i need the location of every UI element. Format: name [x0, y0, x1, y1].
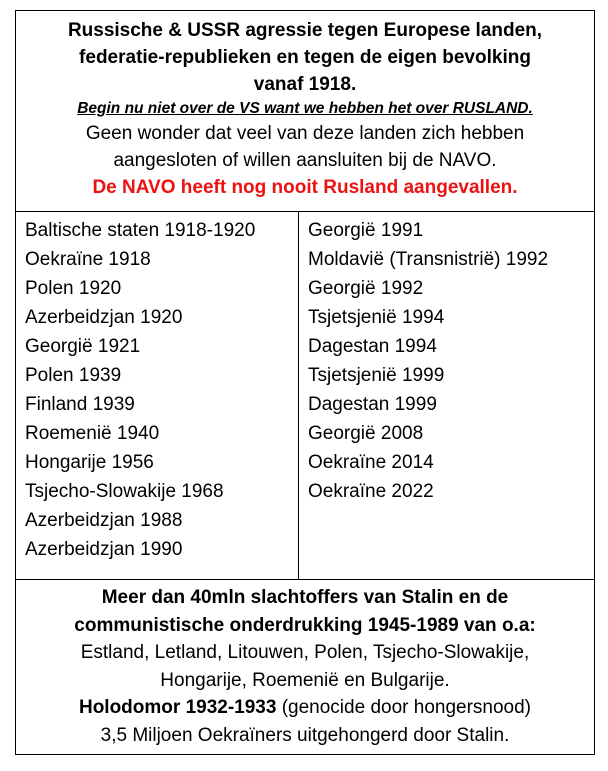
- events-table: [16, 211, 594, 580]
- countries-line-1: Estland, Letland, Litouwen, Polen, Tsjecho-Slowakije,: [80, 642, 530, 663]
- right-column-list: [308, 216, 593, 506]
- list-item: Oekraïne 1918: [25, 249, 151, 270]
- list-item: Dagestan 1994: [308, 336, 437, 357]
- list-item: Polen 1939: [25, 365, 122, 386]
- list-item: Georgië 1992: [308, 278, 424, 299]
- list-item: Moldavië (Transnistrië) 1992: [308, 249, 549, 270]
- footer-section: [16, 579, 594, 754]
- list-item: Georgië 1991: [308, 220, 424, 241]
- body-line-2: aangesloten of willen aansluiten bij de NAVO.: [113, 150, 497, 171]
- list-item: Georgië 2008: [308, 423, 424, 444]
- title-line-2: federatie-republieken en tegen de eigen bevolking: [79, 47, 531, 68]
- left-column-list: [25, 216, 295, 564]
- list-item: Hongarije 1956: [25, 452, 154, 473]
- list-item: Polen 1920: [25, 278, 122, 299]
- infographic-table: [15, 10, 595, 755]
- holodomor-description: (genocide door hongersnood): [276, 697, 532, 718]
- header-section: [16, 11, 594, 212]
- list-item: Tsjetsjenië 1999: [308, 365, 445, 386]
- list-item: Oekraïne 2014: [308, 452, 434, 473]
- title-line-3: vanaf 1918.: [253, 74, 357, 95]
- column-divider: [298, 211, 299, 579]
- title-line-1: Russische & USSR agressie tegen Europese landen,: [67, 20, 543, 41]
- footer-bold-line-1: Meer dan 40mln slachtoffers van Stalin en de: [101, 587, 509, 608]
- list-item: Baltische staten 1918-1920: [25, 220, 256, 241]
- footer-bold-line-2: communistische onderdrukking 1945-1989 van o.a:: [74, 614, 536, 636]
- list-item: Tsjecho-Slowakije 1968: [25, 481, 224, 502]
- list-item: Roemenië 1940: [25, 423, 160, 444]
- highlight-line: De NAVO heeft nog nooit Rusland aangevallen.: [92, 177, 518, 198]
- list-item: Dagestan 1999: [308, 394, 437, 415]
- notice-line: Begin nu niet over de VS want we hebben het over RUSLAND.: [77, 100, 533, 117]
- list-item: Georgië 1921: [25, 336, 141, 357]
- list-item: Oekraïne 2022: [308, 481, 434, 502]
- holodomor-label: Holodomor 1932-1933: [78, 697, 277, 718]
- holodomor-line: [16, 694, 594, 722]
- list-item: Azerbeidzjan 1990: [25, 539, 183, 560]
- list-item: Finland 1939: [25, 394, 135, 415]
- list-item: Tsjetsjenië 1994: [308, 307, 445, 328]
- body-line-1: Geen wonder dat veel van deze landen zich hebben: [85, 123, 525, 144]
- list-item: Azerbeidzjan 1988: [25, 510, 183, 531]
- countries-line-2: Hongarije, Roemenië en Bulgarije.: [160, 669, 450, 691]
- list-item: Azerbeidzjan 1920: [25, 307, 183, 328]
- last-line: 3,5 Miljoen Oekraïners uitgehongerd door Stalin.: [100, 724, 510, 746]
